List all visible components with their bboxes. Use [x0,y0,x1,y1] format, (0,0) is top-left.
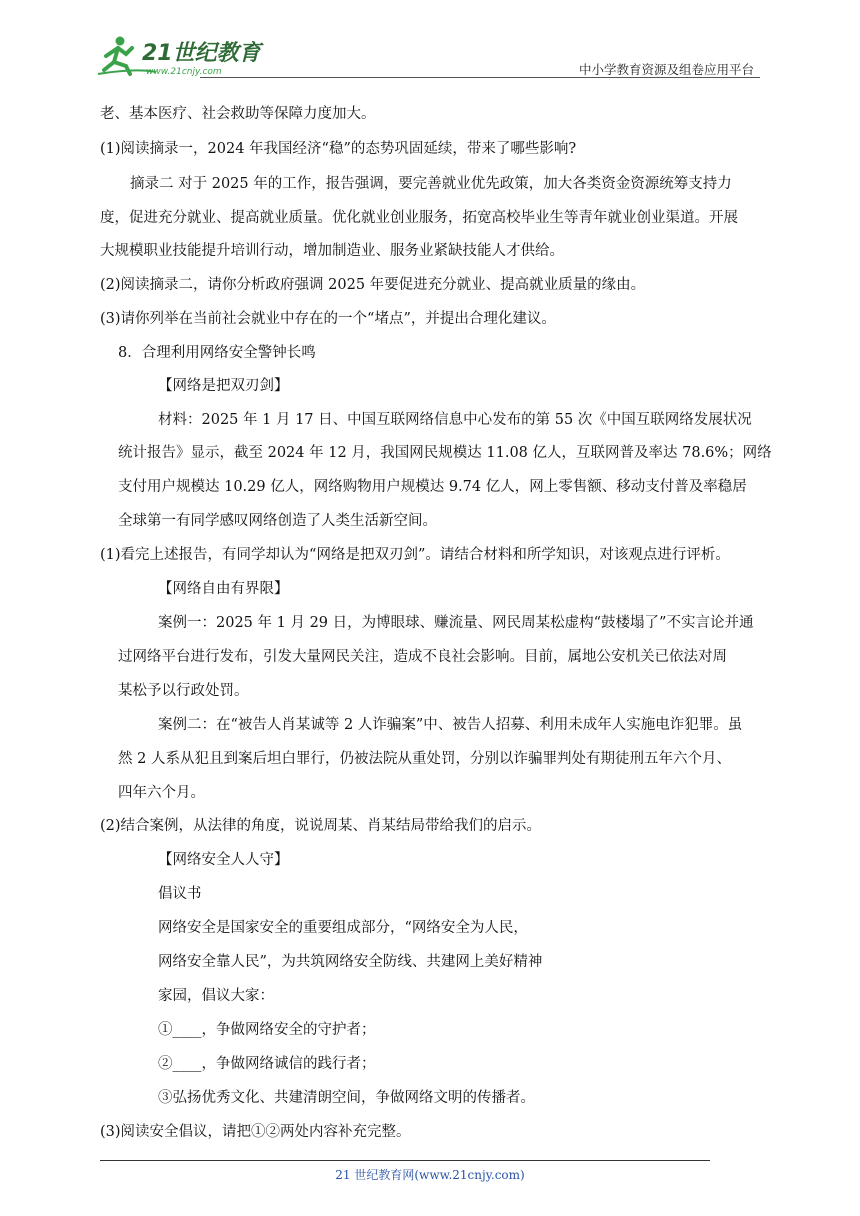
page-header [96,34,760,80]
svg-text:21世纪教育: 21世纪教育 [142,41,261,66]
text-line: 老、基本医疗、社会救助等保障力度加大。 [100,106,376,122]
question-line: (2)阅读摘录二，请你分析政府强调 2025 年要促进充分就业、提高就业质量的缘由。 [100,277,646,293]
text-line: 过网络平台进行发布，引发大量网民关注，造成不良社会影响。目前，属地公安机关已依法对周 [118,649,727,665]
subsection-heading: 【网络是把双刃剑】 [158,378,289,394]
text-line: 家园，倡议大家： [158,988,274,1004]
header-platform-text: 中小学教育资源及组卷应用平台 [578,62,754,77]
question-line: (1)阅读摘录一，2024 年我国经济“稳”的态势巩固延续，带来了哪些影响? [100,141,577,157]
text-line: 摘录二 对于 2025 年的工作，报告强调，要完善就业优先政策，加大各类资金资源统筹支持力 [130,176,732,192]
text-line: 案例二：在“被告人肖某诚等 2 人诈骗案”中、被告人招募、利用未成年人实施电诈犯罪。虽 [158,717,743,733]
header-divider [200,77,760,78]
proposal-title: 倡议书 [158,886,202,902]
blank-item-1: ①____，争做网络安全的守护者； [158,1022,376,1038]
text-line: 统计报告》显示，截至 2024 年 12 月，我国网民规模达 11.08 亿人，互联网普及率达 78.6%；网络 [118,445,772,461]
subsection-heading: 【网络自由有界限】 [158,581,289,597]
question-line: (1)看完上述报告，有同学却认为“网络是把双刃剑”。请结合材料和所学知识，对该观点进行评析。 [100,547,730,563]
question-line: (3)请你列举在当前社会就业中存在的一个“堵点”，并提出合理化建议。 [100,311,556,327]
text-line: 网络安全是国家安全的重要组成部分，“网络安全为人民， [158,920,528,936]
text-line: 案例一：2025 年 1 月 29 日，为博眼球、赚流量、网民周某松虚构“鼓楼塌了”不实言论并通 [158,615,754,631]
svg-text:www.21cnjy.com: www.21cnjy.com [146,67,222,77]
text-line: 网络安全靠人民”，为共筑网络安全防线、共建网上美好精神 [158,954,543,970]
text-line: 度，促进充分就业、提高就业质量。优化就业创业服务，拓宽高校毕业生等青年就业创业渠道。开展 [100,210,738,226]
question-line: (2)结合案例，从法律的角度，说说周某、肖某结局带给我们的启示。 [100,818,542,834]
blank-item-2: ②____，争做网络诚信的践行者； [158,1056,376,1072]
site-logo [96,34,296,78]
proposal-item-3: ③弘扬优秀文化、共建清朗空间，争做网络文明的传播者。 [158,1090,535,1106]
text-line: 全球第一有同学感叹网络创造了人类生活新空间。 [118,513,437,529]
footer-divider [100,1160,710,1161]
text-line: 大规模职业技能提升培训行动，增加制造业、服务业紧缺技能人才供给。 [100,243,564,259]
text-line: 四年六个月。 [118,785,205,801]
text-line: 某松予以行政处罚。 [118,683,249,699]
subsection-heading: 【网络安全人人守】 [158,852,289,868]
footer-link[interactable]: 21 世纪教育网(www.21cnjy.com) [335,1168,525,1182]
section-title: 8．合理利用网络安全警钟长鸣 [118,345,316,361]
text-line: 材料：2025 年 1 月 17 日、中国互联网络信息中心发布的第 55 次《中国互联网络发展状况 [158,412,752,428]
text-line: 支付用户规模达 10.29 亿人，网络购物用户规模达 9.74 亿人，网上零售额、移动支付普及率稳居 [118,479,747,495]
question-line: (3)阅读安全倡议，请把①②两处内容补充完整。 [100,1124,411,1140]
text-line: 然 2 人系从犯且到案后坦白罪行，仍被法院从重处罚，分别以诈骗罪判处有期徒刑五年六个月、 [118,751,731,767]
